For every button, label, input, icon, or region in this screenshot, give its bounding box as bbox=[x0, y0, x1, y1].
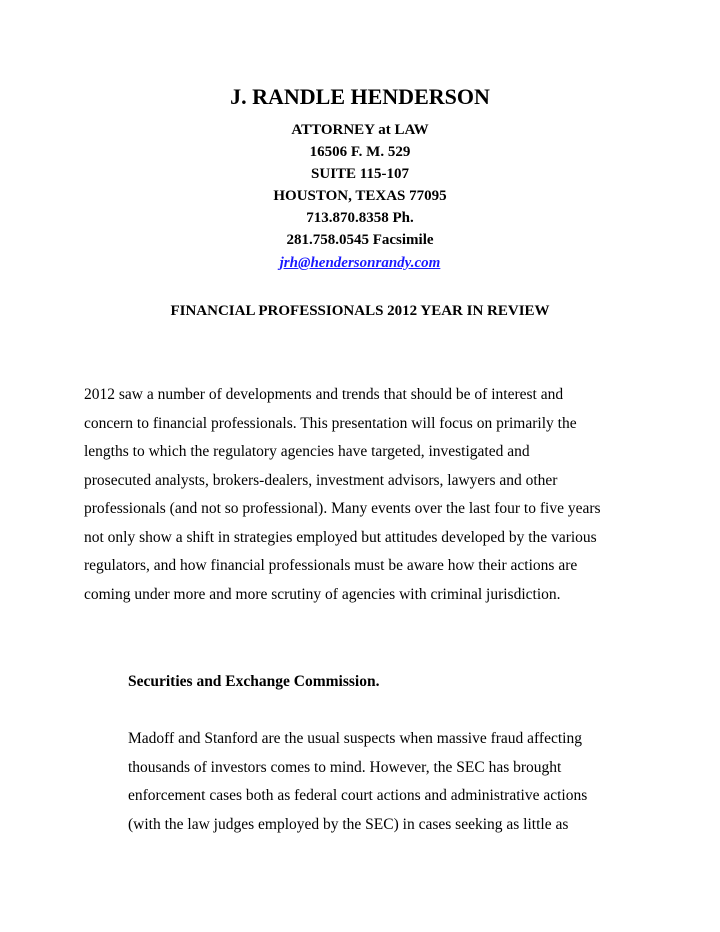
intro-line: concern to financial professionals. This presentation will focus on primarily the bbox=[84, 415, 577, 432]
letterhead-suite: SUITE 115-107 bbox=[311, 166, 409, 182]
letterhead-email-row bbox=[0, 254, 720, 272]
intro-line: 2012 saw a number of developments and trends that should be of interest and bbox=[84, 386, 564, 403]
section-line: (with the law judges employed by the SEC) in cases seeking as little as bbox=[128, 816, 569, 833]
section-heading: Securities and Exchange Commission. bbox=[128, 673, 380, 690]
letterhead-city: HOUSTON, TEXAS 77095 bbox=[273, 188, 447, 204]
intro-line: regulators, and how financial professionals must be aware how their actions are bbox=[84, 557, 578, 574]
document-title: FINANCIAL PROFESSIONALS 2012 YEAR IN REVIEW bbox=[170, 303, 550, 319]
intro-line: professionals (and not so professional). Many events over the last four to five years bbox=[84, 500, 601, 517]
intro-line: lengths to which the regulatory agencies have targeted, investigated and bbox=[84, 443, 530, 460]
section-line: thousands of investors comes to mind. However, the SEC has brought bbox=[128, 759, 562, 776]
letterhead-street: 16506 F. M. 529 bbox=[309, 144, 411, 160]
email-link[interactable]: jrh@hendersonrandy.com bbox=[279, 255, 441, 271]
letterhead-phone: 713.870.8358 Ph. bbox=[306, 210, 414, 226]
section-line: enforcement cases both as federal court actions and administrative actions bbox=[128, 787, 588, 804]
letterhead-fax: 281.758.0545 Facsimile bbox=[286, 232, 434, 248]
intro-line: prosecuted analysts, brokers-dealers, investment advisors, lawyers and other bbox=[84, 472, 558, 489]
section-line: Madoff and Stanford are the usual suspects when massive fraud affecting bbox=[128, 730, 582, 747]
intro-line: not only show a shift in strategies employed but attitudes developed by the various bbox=[84, 529, 597, 546]
intro-line: coming under more and more scrutiny of agencies with criminal jurisdiction. bbox=[84, 586, 561, 603]
attorney-name: J. RANDLE HENDERSON bbox=[230, 84, 490, 109]
letterhead-title: ATTORNEY at LAW bbox=[291, 122, 429, 138]
